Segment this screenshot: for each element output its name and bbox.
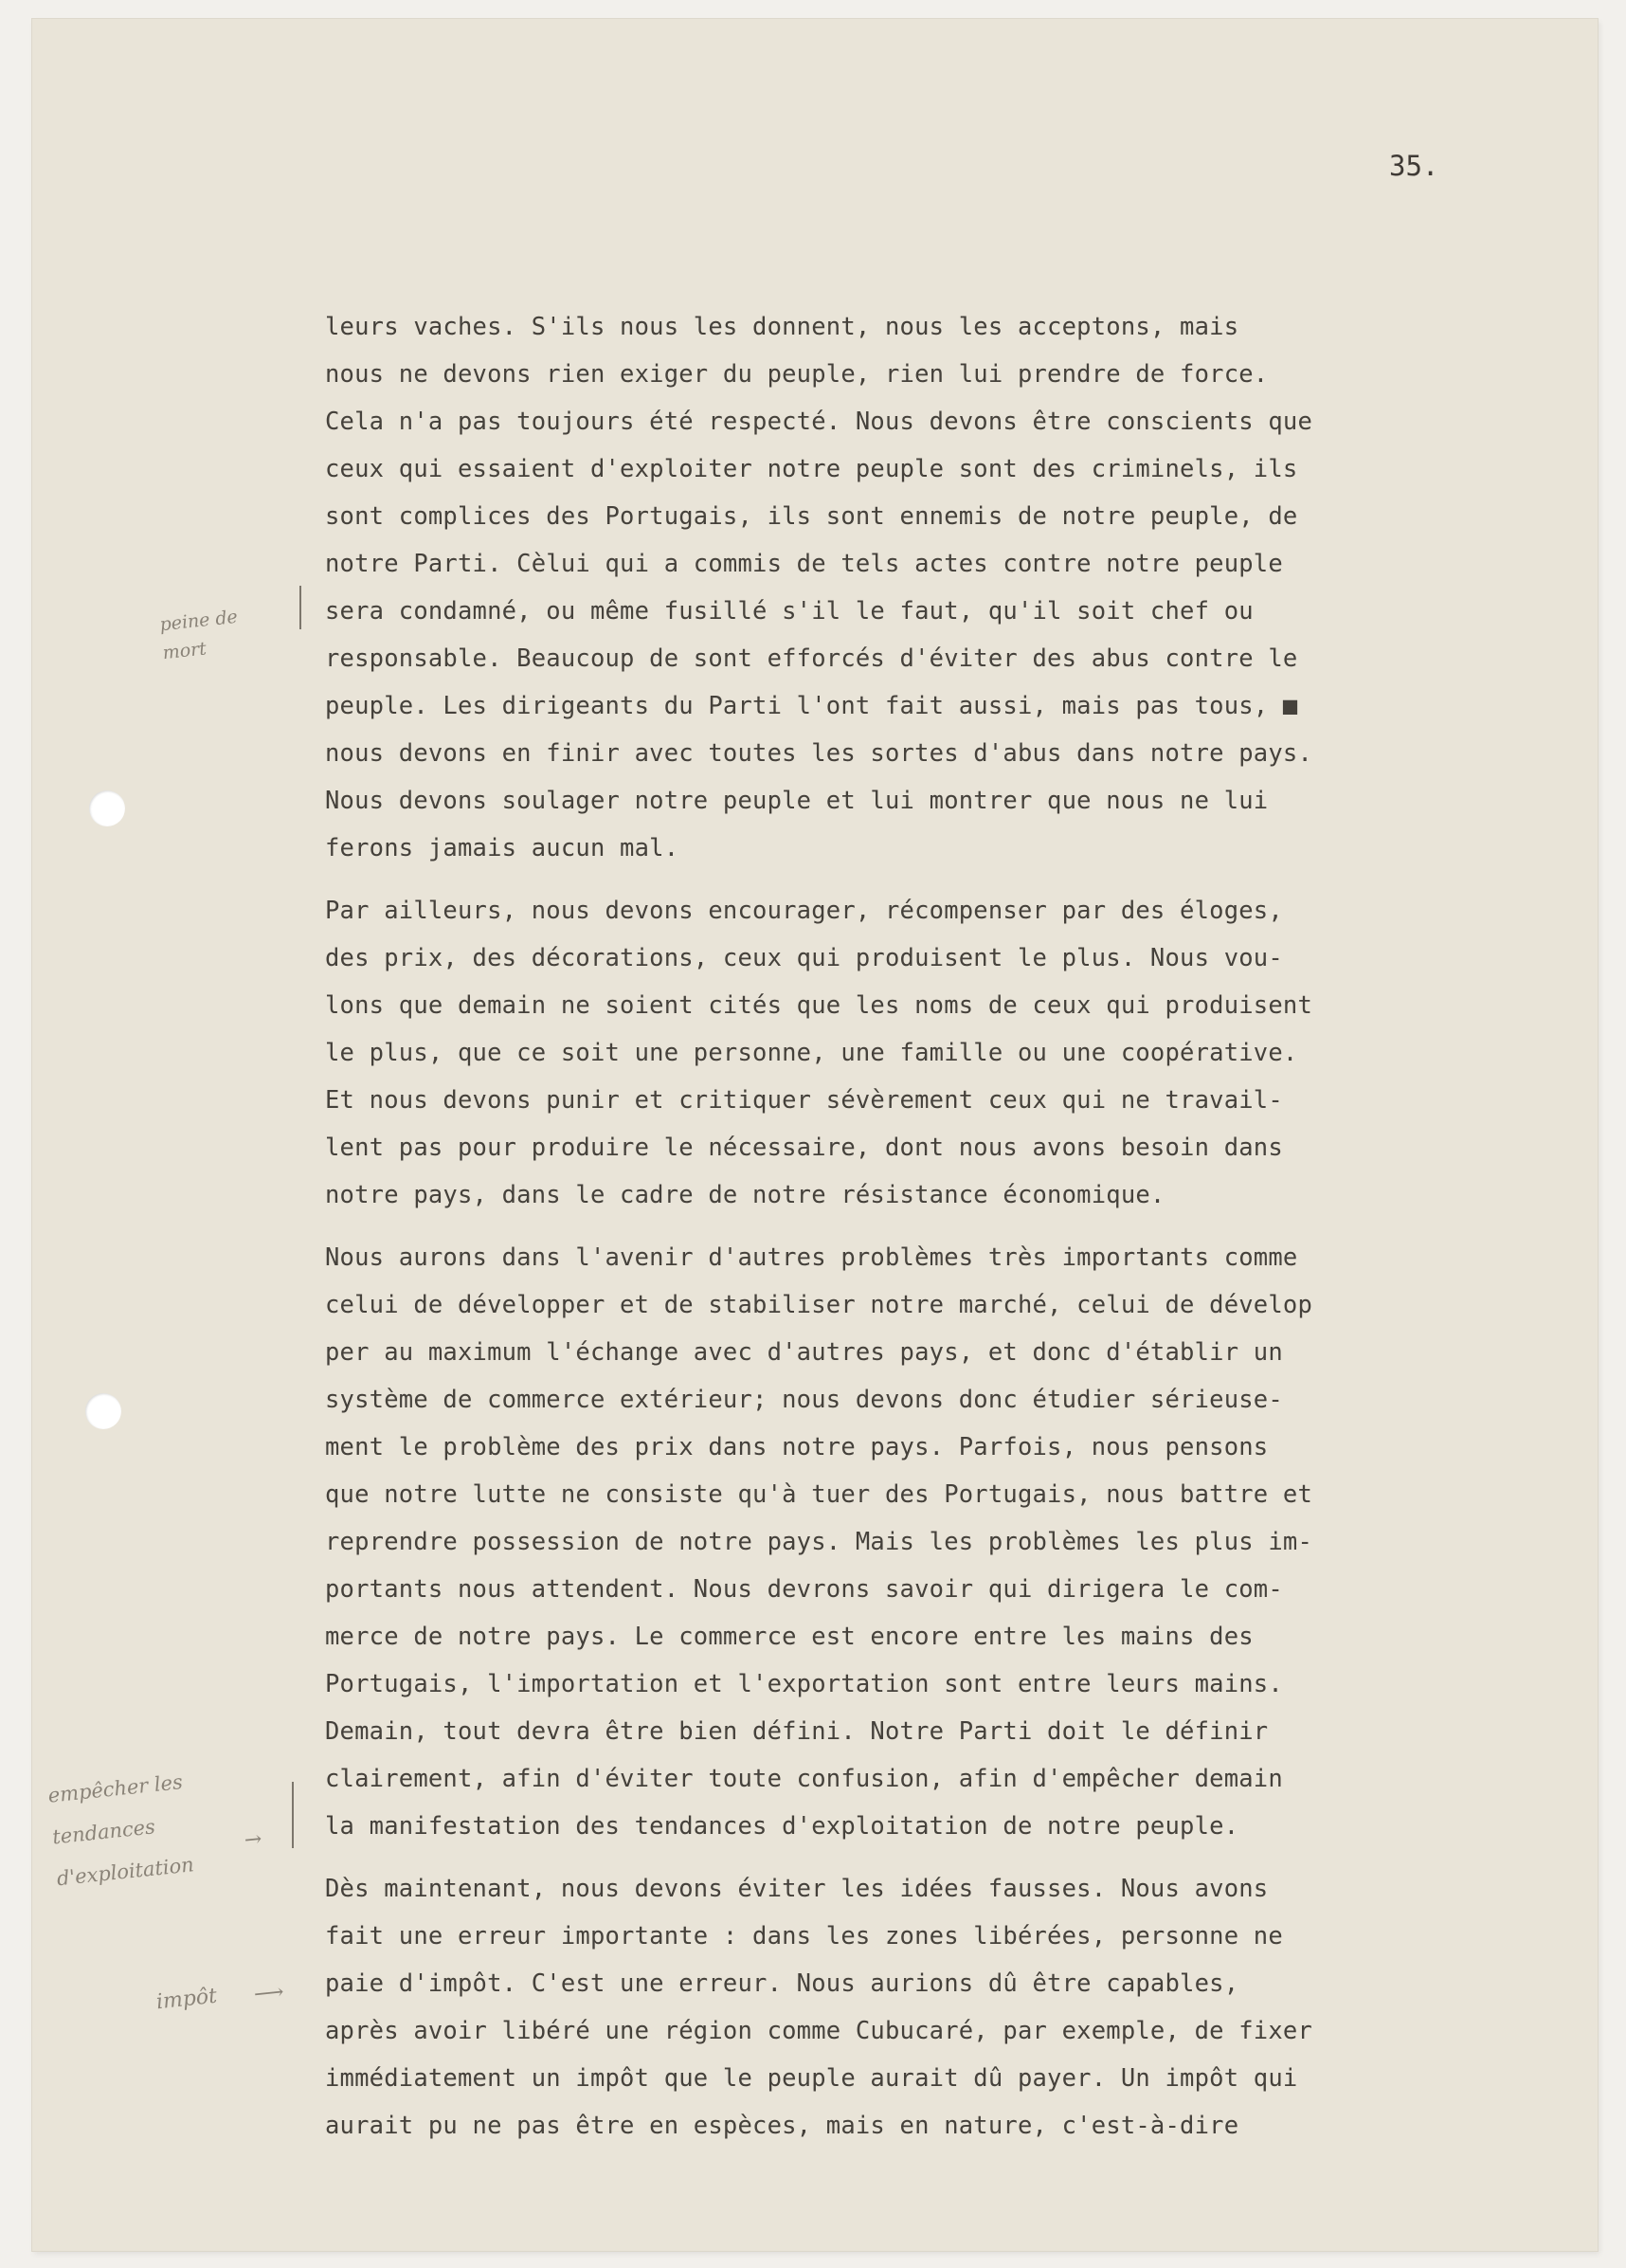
text-line: Demain, tout devra être bien défini. Notre Parti doit le définir — [325, 1717, 1269, 1746]
paragraph-4 — [325, 1865, 1604, 2150]
text-line: lons que demain ne soient cités que les noms de ceux qui produisent — [325, 991, 1313, 1020]
text-line: notre pays, dans le cadre de notre résistance économique. — [325, 1181, 1165, 1209]
text-line: leurs vaches. S'ils nous les donnent, nous les acceptons, mais — [325, 313, 1239, 341]
arrow-icon: → — [243, 1827, 263, 1853]
text-line: portants nous attendent. Nous devrons savoir qui dirigera le com- — [325, 1575, 1283, 1604]
text-line: sont complices des Portugais, ils sont ennemis de notre peuple, de — [325, 502, 1298, 531]
margin-note: empêcher les tendances d'exploitation — [46, 1769, 195, 1891]
text-line: après avoir libéré une région comme Cubucaré, par exemple, de fixer — [325, 2017, 1313, 2045]
punch-hole — [89, 790, 125, 826]
text-line: des prix, des décorations, ceux qui produisent le plus. Nous vou- — [325, 944, 1283, 972]
punch-hole — [85, 1393, 121, 1429]
text-line: que notre lutte ne consiste qu'à tuer des Portugais, nous battre et — [325, 1480, 1313, 1509]
arrow-icon: ⟶ — [252, 1980, 285, 2007]
paragraph-2 — [325, 887, 1604, 1219]
text-line: Dès maintenant, nous devons éviter les idées fausses. Nous avons — [325, 1875, 1269, 1903]
margin-note: peine de mort — [158, 606, 239, 664]
text-line: le plus, que ce soit une personne, une famille ou une coopérative. — [325, 1039, 1298, 1067]
text-line: Par ailleurs, nous devons encourager, récompenser par des éloges, — [325, 897, 1283, 925]
text-line: Nous aurons dans l'avenir d'autres problèmes très importants comme — [325, 1243, 1298, 1272]
text-line: paie d'impôt. C'est une erreur. Nous aurions dû être capables, — [325, 1969, 1239, 1998]
text-line: Nous devons soulager notre peuple et lui montrer que nous ne lui — [325, 787, 1269, 815]
margin-mark — [292, 1782, 294, 1848]
text-line: lent pas pour produire le nécessaire, dont nous avons besoin dans — [325, 1134, 1283, 1162]
text-line: notre Parti. Cèlui qui a commis de tels actes contre notre peuple — [325, 550, 1283, 578]
text-line: nous ne devons rien exiger du peuple, rien lui prendre de force. — [325, 360, 1269, 389]
text-line: merce de notre pays. Le commerce est encore entre les mains des — [325, 1623, 1254, 1651]
paragraph-3 — [325, 1234, 1604, 1850]
text-line: ment le problème des prix dans notre pays. Parfois, nous pensons — [325, 1433, 1269, 1461]
text-line: Et nous devons punir et critiquer sévèrement ceux qui ne travail- — [325, 1086, 1283, 1115]
text-line: Portugais, l'importation et l'exportation sont entre leurs mains. — [325, 1670, 1283, 1698]
text-line: Cela n'a pas toujours été respecté. Nous devons être conscients que — [325, 408, 1313, 436]
text-line: fait une erreur importante : dans les zones libérées, personne ne — [325, 1922, 1283, 1950]
body-text — [325, 303, 1604, 2165]
text-line: responsable. Beaucoup de sont efforcés d'éviter des abus contre le — [325, 644, 1298, 673]
text-line: système de commerce extérieur; nous devons donc étudier sérieuse- — [325, 1386, 1283, 1414]
text-line: sera condamné, ou même fusillé s'il le faut, qu'il soit chef ou — [325, 597, 1254, 626]
text-line: clairement, afin d'éviter toute confusion, afin d'empêcher demain — [325, 1765, 1283, 1793]
page-number: 35. — [1389, 150, 1439, 182]
margin-note: impôt — [154, 1984, 219, 2015]
text-line: nous devons en finir avec toutes les sortes d'abus dans notre pays. — [325, 739, 1313, 768]
text-line: aurait pu ne pas être en espèces, mais en nature, c'est-à-dire — [325, 2112, 1239, 2140]
text-line: ceux qui essaient d'exploiter notre peuple sont des criminels, ils — [325, 455, 1298, 483]
text-line: celui de développer et de stabiliser notre marché, celui de dévelop — [325, 1291, 1313, 1319]
paragraph-1 — [325, 303, 1604, 872]
text-line: la manifestation des tendances d'exploitation de notre peuple. — [325, 1812, 1239, 1841]
text-line: per au maximum l'échange avec d'autres pays, et donc d'établir un — [325, 1338, 1283, 1367]
text-line: immédiatement un impôt que le peuple aurait dû payer. Un impôt qui — [325, 2064, 1298, 2093]
margin-mark — [299, 586, 301, 629]
text-line: reprendre possession de notre pays. Mais les problèmes les plus im- — [325, 1528, 1313, 1556]
text-line: ferons jamais aucun mal. — [325, 834, 679, 862]
text-line: peuple. Les dirigeants du Parti l'ont fait aussi, mais pas tous, ■ — [325, 692, 1298, 720]
